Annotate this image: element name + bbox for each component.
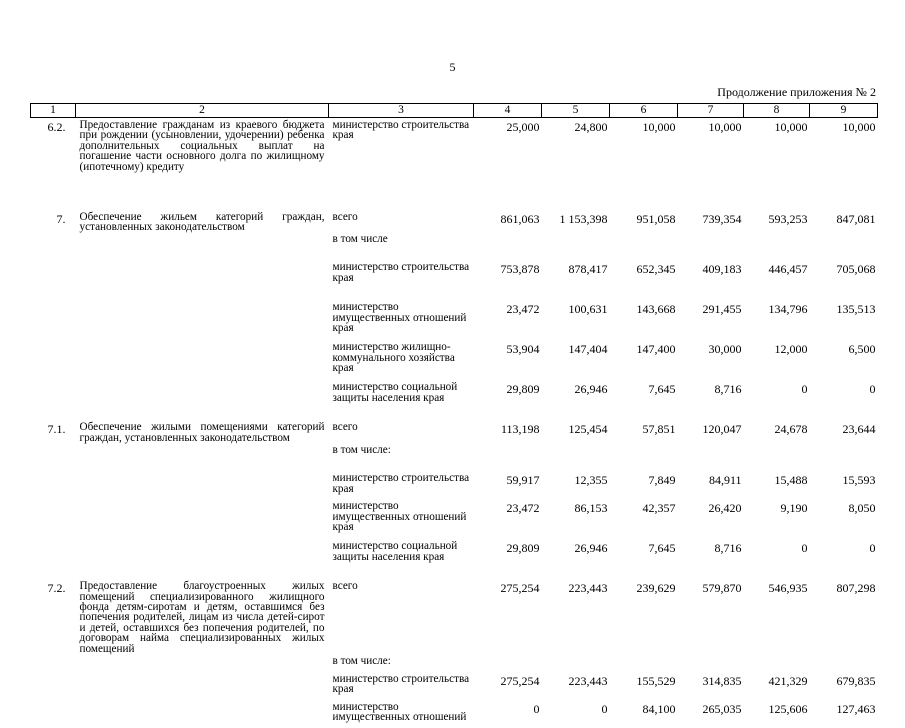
row-executor: всего bbox=[332, 210, 358, 223]
row-value bbox=[474, 443, 542, 471]
row-value: 705,068 bbox=[836, 262, 876, 277]
row-value bbox=[810, 232, 878, 260]
page-number: 5 bbox=[449, 60, 456, 74]
table-row bbox=[31, 232, 878, 260]
continuation-label: Продолжение приложения № 2 bbox=[717, 85, 876, 99]
row-value: 30,000 bbox=[708, 342, 742, 357]
row-value: 7,849 bbox=[648, 473, 676, 488]
row-name bbox=[76, 232, 329, 260]
row-name bbox=[76, 471, 329, 499]
row-executor: министерство имущественных отношений bbox=[332, 700, 467, 724]
column-header: 7 bbox=[678, 104, 744, 118]
row-value: 10,000 bbox=[774, 120, 808, 134]
row-executor: министерство жилищно-коммунального хозяйства края bbox=[332, 341, 455, 375]
row-name: Обеспечение жильем категорий граждан, установленных законодательством bbox=[79, 210, 325, 233]
row-executor: министерство строительства края bbox=[332, 672, 470, 696]
row-value: 951,058 bbox=[636, 211, 676, 226]
row-value bbox=[474, 232, 542, 260]
table-row bbox=[31, 579, 878, 654]
row-value bbox=[542, 232, 610, 260]
table-row bbox=[31, 380, 878, 420]
row-value: 147,400 bbox=[636, 342, 676, 357]
row-value: 135,513 bbox=[836, 302, 876, 317]
row-value bbox=[810, 443, 878, 471]
row-executor: в том числе: bbox=[332, 444, 391, 457]
row-executor: министерство строительства края bbox=[332, 119, 470, 142]
row-value: 7,645 bbox=[648, 541, 676, 556]
row-value: 275,254 bbox=[500, 673, 540, 688]
row-name: Предоставление благоустроенных жилых помещений специализированного жилищного фонда детям-сиротам и детям, оставшимся без попечения родителей, лицам из числа детей-сирот и детей, оставшихся без попечения родителей, по договорам найма специализированных жилых помещений bbox=[79, 580, 325, 655]
row-value: 9,190 bbox=[780, 501, 808, 516]
row-value: 593,253 bbox=[768, 211, 808, 226]
row-value: 10,000 bbox=[842, 120, 876, 134]
column-header: 5 bbox=[542, 104, 610, 118]
row-value bbox=[744, 654, 810, 672]
row-value: 23,472 bbox=[506, 501, 540, 516]
row-name: Обеспечение жилыми помещениями категорий граждан, установленных законодательством bbox=[79, 421, 325, 444]
row-code bbox=[31, 700, 76, 728]
row-value: 291,455 bbox=[702, 302, 742, 317]
row-value: 29,809 bbox=[506, 541, 540, 556]
row-name bbox=[76, 700, 329, 728]
row-value: 0 bbox=[533, 701, 540, 716]
row-value: 23,472 bbox=[506, 302, 540, 317]
row-value: 84,100 bbox=[642, 701, 676, 716]
row-value: 15,488 bbox=[774, 473, 808, 488]
row-value: 314,835 bbox=[702, 673, 742, 688]
row-executor: министерство строительства края bbox=[332, 261, 470, 284]
row-value: 739,354 bbox=[702, 211, 742, 226]
table-row bbox=[31, 499, 878, 539]
row-name bbox=[76, 443, 329, 471]
row-code bbox=[31, 539, 76, 579]
row-value: 546,935 bbox=[768, 581, 808, 596]
row-value: 679,835 bbox=[836, 673, 876, 688]
row-code bbox=[31, 232, 76, 260]
row-value bbox=[542, 654, 610, 672]
table-row bbox=[31, 654, 878, 672]
row-value: 57,851 bbox=[642, 422, 676, 437]
row-value: 25,000 bbox=[506, 120, 540, 134]
row-name bbox=[76, 260, 329, 300]
row-value bbox=[744, 232, 810, 260]
row-name bbox=[76, 340, 329, 380]
table-row bbox=[31, 340, 878, 380]
row-executor: в том числе: bbox=[332, 654, 391, 667]
row-value: 12,000 bbox=[774, 342, 808, 357]
row-value: 6,500 bbox=[848, 342, 876, 357]
row-value bbox=[678, 654, 744, 672]
row-value: 134,796 bbox=[768, 302, 808, 317]
row-value: 0 bbox=[601, 701, 608, 716]
row-value: 42,357 bbox=[642, 501, 676, 516]
row-value: 239,629 bbox=[636, 581, 676, 596]
row-value: 579,870 bbox=[702, 581, 742, 596]
table-row bbox=[31, 471, 878, 499]
row-value: 8,716 bbox=[714, 541, 742, 556]
column-header: 6 bbox=[610, 104, 678, 118]
row-value: 753,878 bbox=[500, 262, 540, 277]
row-name bbox=[76, 380, 329, 420]
row-value: 120,047 bbox=[702, 422, 742, 437]
row-value: 84,911 bbox=[708, 473, 742, 488]
table-row bbox=[31, 443, 878, 471]
row-executor: министерство имущественных отношений края bbox=[332, 301, 467, 335]
row-value: 807,298 bbox=[836, 581, 876, 596]
row-code bbox=[31, 260, 76, 300]
row-name bbox=[76, 672, 329, 700]
row-value: 446,457 bbox=[768, 262, 808, 277]
column-header: 8 bbox=[744, 104, 810, 118]
row-value: 100,631 bbox=[568, 302, 608, 317]
row-value: 53,904 bbox=[506, 342, 540, 357]
table-row bbox=[31, 118, 878, 210]
row-value: 652,345 bbox=[636, 262, 676, 277]
row-code: 7. bbox=[56, 211, 66, 226]
row-value: 265,035 bbox=[702, 701, 742, 716]
row-value: 24,800 bbox=[574, 120, 608, 134]
column-header: 3 bbox=[329, 104, 474, 118]
row-code: 7.1. bbox=[47, 422, 66, 437]
row-value: 24,678 bbox=[774, 422, 808, 437]
row-code: 6.2. bbox=[47, 120, 66, 134]
column-header: 2 bbox=[76, 104, 329, 118]
row-code bbox=[31, 380, 76, 420]
table-row bbox=[31, 260, 878, 300]
table-row bbox=[31, 539, 878, 579]
row-value: 275,254 bbox=[500, 581, 540, 596]
row-value: 10,000 bbox=[708, 120, 742, 134]
row-code bbox=[31, 471, 76, 499]
column-header: 1 bbox=[31, 104, 76, 118]
row-name bbox=[76, 654, 329, 672]
row-value: 143,668 bbox=[636, 302, 676, 317]
row-code bbox=[31, 340, 76, 380]
row-value bbox=[810, 654, 878, 672]
row-value: 86,153 bbox=[574, 501, 608, 516]
row-code bbox=[31, 672, 76, 700]
row-code bbox=[31, 300, 76, 340]
row-code bbox=[31, 654, 76, 672]
row-value: 26,420 bbox=[708, 501, 742, 516]
row-value: 155,529 bbox=[636, 673, 676, 688]
table-row bbox=[31, 210, 878, 233]
row-value: 12,355 bbox=[574, 473, 608, 488]
row-value: 0 bbox=[801, 382, 808, 397]
row-value: 147,404 bbox=[568, 342, 608, 357]
row-value: 7,645 bbox=[648, 382, 676, 397]
row-value: 10,000 bbox=[642, 120, 676, 134]
row-value: 847,081 bbox=[836, 211, 876, 226]
table-row bbox=[31, 420, 878, 443]
row-value: 0 bbox=[869, 382, 876, 397]
row-name bbox=[76, 300, 329, 340]
column-header: 9 bbox=[810, 104, 878, 118]
row-executor: министерство имущественных отношений края bbox=[332, 500, 467, 533]
row-value: 26,946 bbox=[574, 541, 608, 556]
row-value bbox=[610, 443, 678, 471]
row-value: 29,809 bbox=[506, 382, 540, 397]
row-value bbox=[678, 232, 744, 260]
row-value: 127,463 bbox=[836, 701, 876, 716]
row-executor: всего bbox=[332, 421, 358, 434]
row-code bbox=[31, 499, 76, 539]
row-value bbox=[678, 443, 744, 471]
row-value: 8,050 bbox=[848, 501, 876, 516]
row-executor: министерство строительства края bbox=[332, 472, 470, 495]
row-executor: министерство социальной защиты населения края bbox=[332, 381, 458, 404]
row-value: 223,443 bbox=[568, 581, 608, 596]
row-code bbox=[31, 443, 76, 471]
row-value: 409,183 bbox=[702, 262, 742, 277]
row-code: 7.2. bbox=[47, 581, 66, 596]
row-executor: министерство социальной защиты населения края bbox=[332, 540, 458, 563]
table-row bbox=[31, 700, 878, 728]
row-value: 223,443 bbox=[568, 673, 608, 688]
row-value bbox=[542, 443, 610, 471]
row-value: 0 bbox=[869, 541, 876, 556]
row-name bbox=[76, 499, 329, 539]
row-value: 0 bbox=[801, 541, 808, 556]
row-executor: всего bbox=[332, 580, 358, 593]
row-value: 59,917 bbox=[506, 473, 540, 488]
row-value: 125,606 bbox=[768, 701, 808, 716]
row-value: 861,063 bbox=[500, 211, 540, 226]
row-name: Предоставление гражданам из краевого бюджета при рождении (усыновлении, удочерении) ребенка дополнительных социальных выплат на погашение части основного долга по жилищному (ипотечному) кредиту bbox=[79, 119, 325, 173]
row-value: 15,593 bbox=[842, 473, 876, 488]
row-value: 26,946 bbox=[574, 382, 608, 397]
row-value bbox=[474, 654, 542, 672]
column-header: 4 bbox=[474, 104, 542, 118]
budget-table bbox=[30, 103, 878, 728]
row-value: 113,198 bbox=[500, 422, 540, 437]
column-number-row bbox=[31, 104, 878, 118]
row-value bbox=[744, 443, 810, 471]
row-value bbox=[610, 232, 678, 260]
row-value: 23,644 bbox=[842, 422, 876, 437]
row-value: 1 153,398 bbox=[559, 211, 608, 226]
row-name bbox=[76, 539, 329, 579]
row-executor: в том числе bbox=[332, 233, 388, 246]
row-value: 421,329 bbox=[768, 673, 808, 688]
table-row bbox=[31, 672, 878, 700]
table-row bbox=[31, 300, 878, 340]
row-value: 878,417 bbox=[568, 262, 608, 277]
row-value bbox=[610, 654, 678, 672]
row-value: 125,454 bbox=[568, 422, 608, 437]
row-value: 8,716 bbox=[714, 382, 742, 397]
